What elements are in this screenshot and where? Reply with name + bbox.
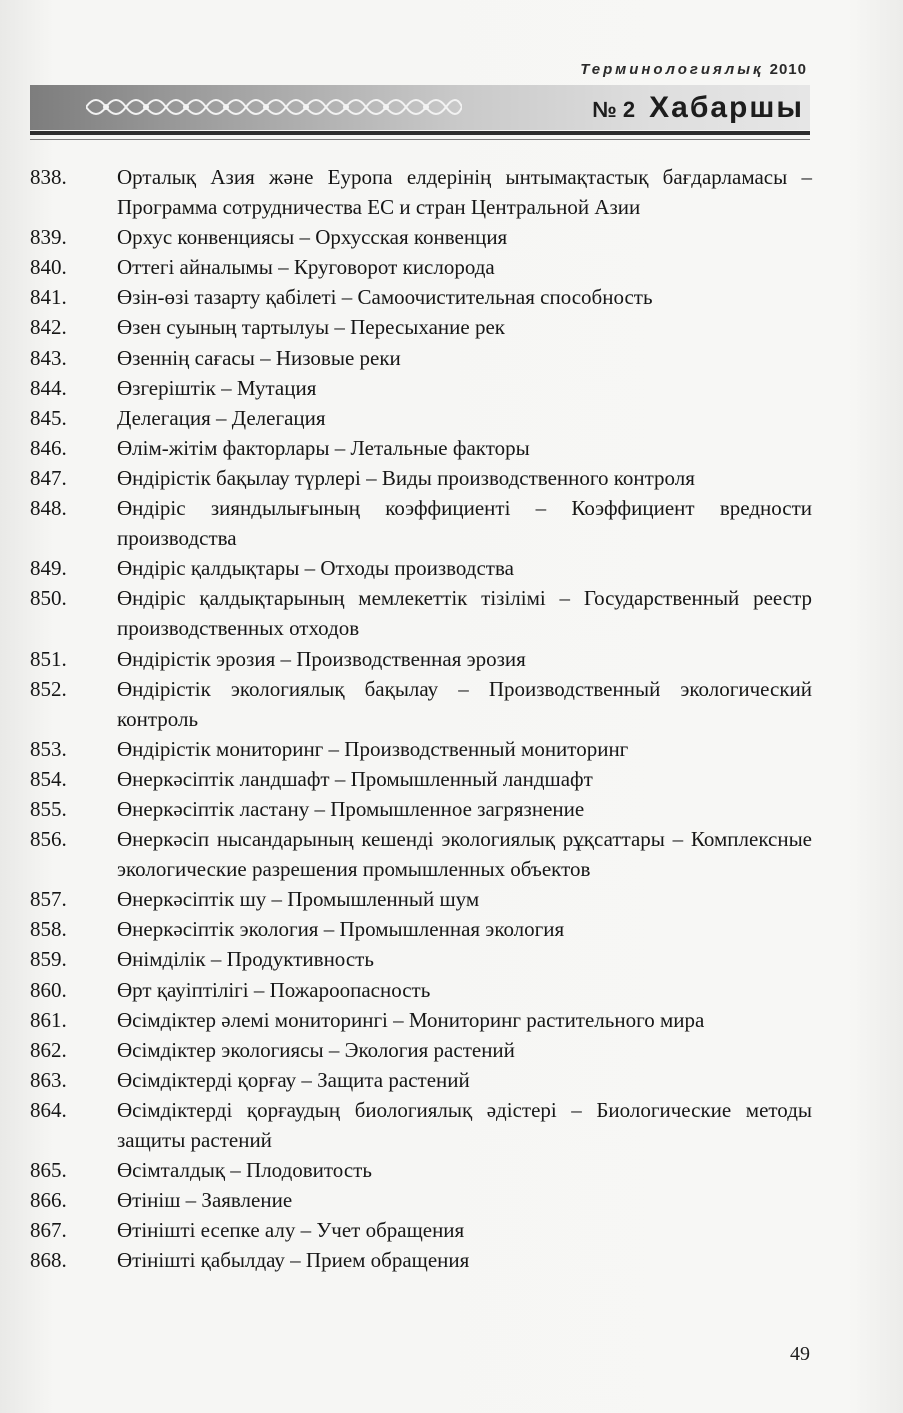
term-entry <box>0 914 903 944</box>
term-entry <box>0 1065 903 1095</box>
entry-number: 843. <box>30 345 67 370</box>
entry-number: 864. <box>30 1097 67 1122</box>
entry-text: Өрт қауіптілігі – Пожароопасность <box>117 977 431 1002</box>
entry-text: Өсімталдық – Плодовитость <box>117 1158 372 1183</box>
entry-number: 841. <box>30 285 67 310</box>
entry-number: 844. <box>30 375 67 400</box>
term-entry <box>0 734 903 764</box>
entry-text: Өлім-жітім факторлары – Летальные факторы <box>117 435 530 460</box>
term-entry <box>0 222 903 252</box>
entry-text: Өндірістік мониторинг – Производственный мониторинг <box>117 736 629 761</box>
entry-text: Өндірістік бақылау түрлері – Виды производственного контроля <box>117 465 695 490</box>
entry-number: 859. <box>30 947 67 972</box>
entry-text: Өсімдіктер экологиясы – Экология растений <box>117 1037 515 1062</box>
entry-text: Өнеркәсіп нысандарының кешенді экологиялық рұқсаттары – Комплексные экологические разрешения промышленных объектов <box>117 827 812 882</box>
entry-text: Өсімдіктерді қорғау – Защита растений <box>117 1067 470 1092</box>
entry-number: 839. <box>30 225 67 250</box>
issue-number: № 2 <box>592 97 636 122</box>
entry-number: 846. <box>30 435 67 460</box>
term-entry <box>0 252 903 282</box>
term-entry <box>0 583 903 643</box>
entry-number: 860. <box>30 977 67 1002</box>
entry-number: 852. <box>30 676 67 701</box>
term-entry <box>0 1245 903 1275</box>
entry-text: Өндірістік экологиялық бақылау – Производственный экологический контроль <box>117 676 812 731</box>
term-entry <box>0 1005 903 1035</box>
entry-number: 838. <box>30 165 67 189</box>
entry-number: 866. <box>30 1188 67 1213</box>
term-entry <box>0 1095 903 1155</box>
journal-header <box>580 61 807 78</box>
entry-number: 850. <box>30 586 67 611</box>
entry-text: Өсімдіктер әлемі мониторингі – Мониторинг растительного мира <box>117 1007 705 1032</box>
header-rule-thin <box>30 139 810 140</box>
entry-text: Өзін-өзі тазарту қабілеті – Самоочистительная способность <box>117 285 653 310</box>
entry-number: 868. <box>30 1248 67 1273</box>
entry-text: Өнімділік – Продуктивность <box>117 947 374 972</box>
term-entry <box>0 884 903 914</box>
term-entry <box>0 794 903 824</box>
term-entry <box>0 674 903 734</box>
entry-number: 867. <box>30 1218 67 1243</box>
entry-text: Өндіріс зияндылығының коэффициенті – Коэффициент вредности производства <box>117 496 812 551</box>
term-entry <box>0 553 903 583</box>
term-list <box>0 162 903 1275</box>
entry-text: Өндіріс қалдықтары – Отходы производства <box>117 556 514 581</box>
entry-text: Өтінішті есепке алу – Учет обращения <box>117 1218 465 1243</box>
term-entry <box>0 312 903 342</box>
journal-name: Терминологиялық <box>580 61 764 78</box>
entry-text: Өндірістік эрозия – Производственная эрозия <box>117 646 526 671</box>
entry-number: 865. <box>30 1158 67 1183</box>
page-number: 49 <box>790 1343 810 1365</box>
entry-number: 851. <box>30 646 67 671</box>
entry-text: Оттегі айналымы – Круговорот кислорода <box>117 255 495 280</box>
term-entry <box>0 1215 903 1245</box>
entry-text: Делегация – Делегация <box>117 405 326 430</box>
term-entry <box>0 373 903 403</box>
term-entry <box>0 162 903 222</box>
entry-text: Өнеркәсіптік шу – Промышленный шум <box>117 887 480 912</box>
journal-year: 2010 <box>769 61 807 78</box>
entry-number: 861. <box>30 1007 67 1032</box>
term-entry <box>0 1185 903 1215</box>
term-entry <box>0 644 903 674</box>
entry-number: 847. <box>30 465 67 490</box>
entry-text: Өтініш – Заявление <box>117 1188 293 1213</box>
entry-number: 858. <box>30 917 67 942</box>
term-entry <box>0 975 903 1005</box>
entry-number: 849. <box>30 556 67 581</box>
term-entry <box>0 343 903 373</box>
issue-title <box>592 85 804 130</box>
ornament-pattern <box>86 91 462 123</box>
term-entry <box>0 1155 903 1185</box>
term-entry <box>0 403 903 433</box>
entry-text: Өнеркәсіптік ландшафт – Промышленный ландшафт <box>117 766 593 791</box>
entry-number: 845. <box>30 405 67 430</box>
entry-number: 856. <box>30 827 67 852</box>
entry-text: Өзен суының тартылуы – Пересыхание рек <box>117 315 505 340</box>
entry-text: Өзгерiштiк – Мутация <box>117 375 317 400</box>
term-entry <box>0 824 903 884</box>
term-entry <box>0 1035 903 1065</box>
entry-number: 848. <box>30 496 67 521</box>
entry-number: 855. <box>30 796 67 821</box>
entry-number: 853. <box>30 736 67 761</box>
entry-text: Өндіріс қалдықтарының мемлекеттік тізілімі – Государственный реестр производственных отходов <box>117 586 812 641</box>
header-rule-thick <box>30 131 810 135</box>
entry-text: Орхус конвенциясы – Орхусская конвенция <box>117 225 508 250</box>
entry-text: Өсімдіктерді қорғаудың биологиялық әдістері – Биологические методы защиты растений <box>117 1097 812 1152</box>
entry-text: Өнеркәсіптік ластану – Промышленное загрязнение <box>117 796 585 821</box>
term-entry <box>0 433 903 463</box>
term-entry <box>0 944 903 974</box>
entry-text: Өнеркәсіптік экология – Промышленная экология <box>117 917 565 942</box>
term-entry <box>0 463 903 493</box>
entry-text: Өзеннің сағасы – Низовые реки <box>117 345 401 370</box>
term-entry <box>0 764 903 794</box>
journal-title: Хабаршы <box>649 91 804 124</box>
entry-number: 862. <box>30 1037 67 1062</box>
term-entry <box>0 493 903 553</box>
entry-number: 857. <box>30 887 67 912</box>
entry-number: 840. <box>30 255 67 280</box>
header-band <box>30 85 810 130</box>
entry-text: Өтінішті қабылдау – Прием обращения <box>117 1248 470 1273</box>
term-entry <box>0 282 903 312</box>
entry-number: 842. <box>30 315 67 340</box>
entry-number: 854. <box>30 766 67 791</box>
entry-number: 863. <box>30 1067 67 1092</box>
entry-text: Орталық Азия және Еуропа елдерінің ынтымақтастық бағдарламасы – Программа сотрудничества ЕС и стран Центральной Азии <box>117 165 812 220</box>
